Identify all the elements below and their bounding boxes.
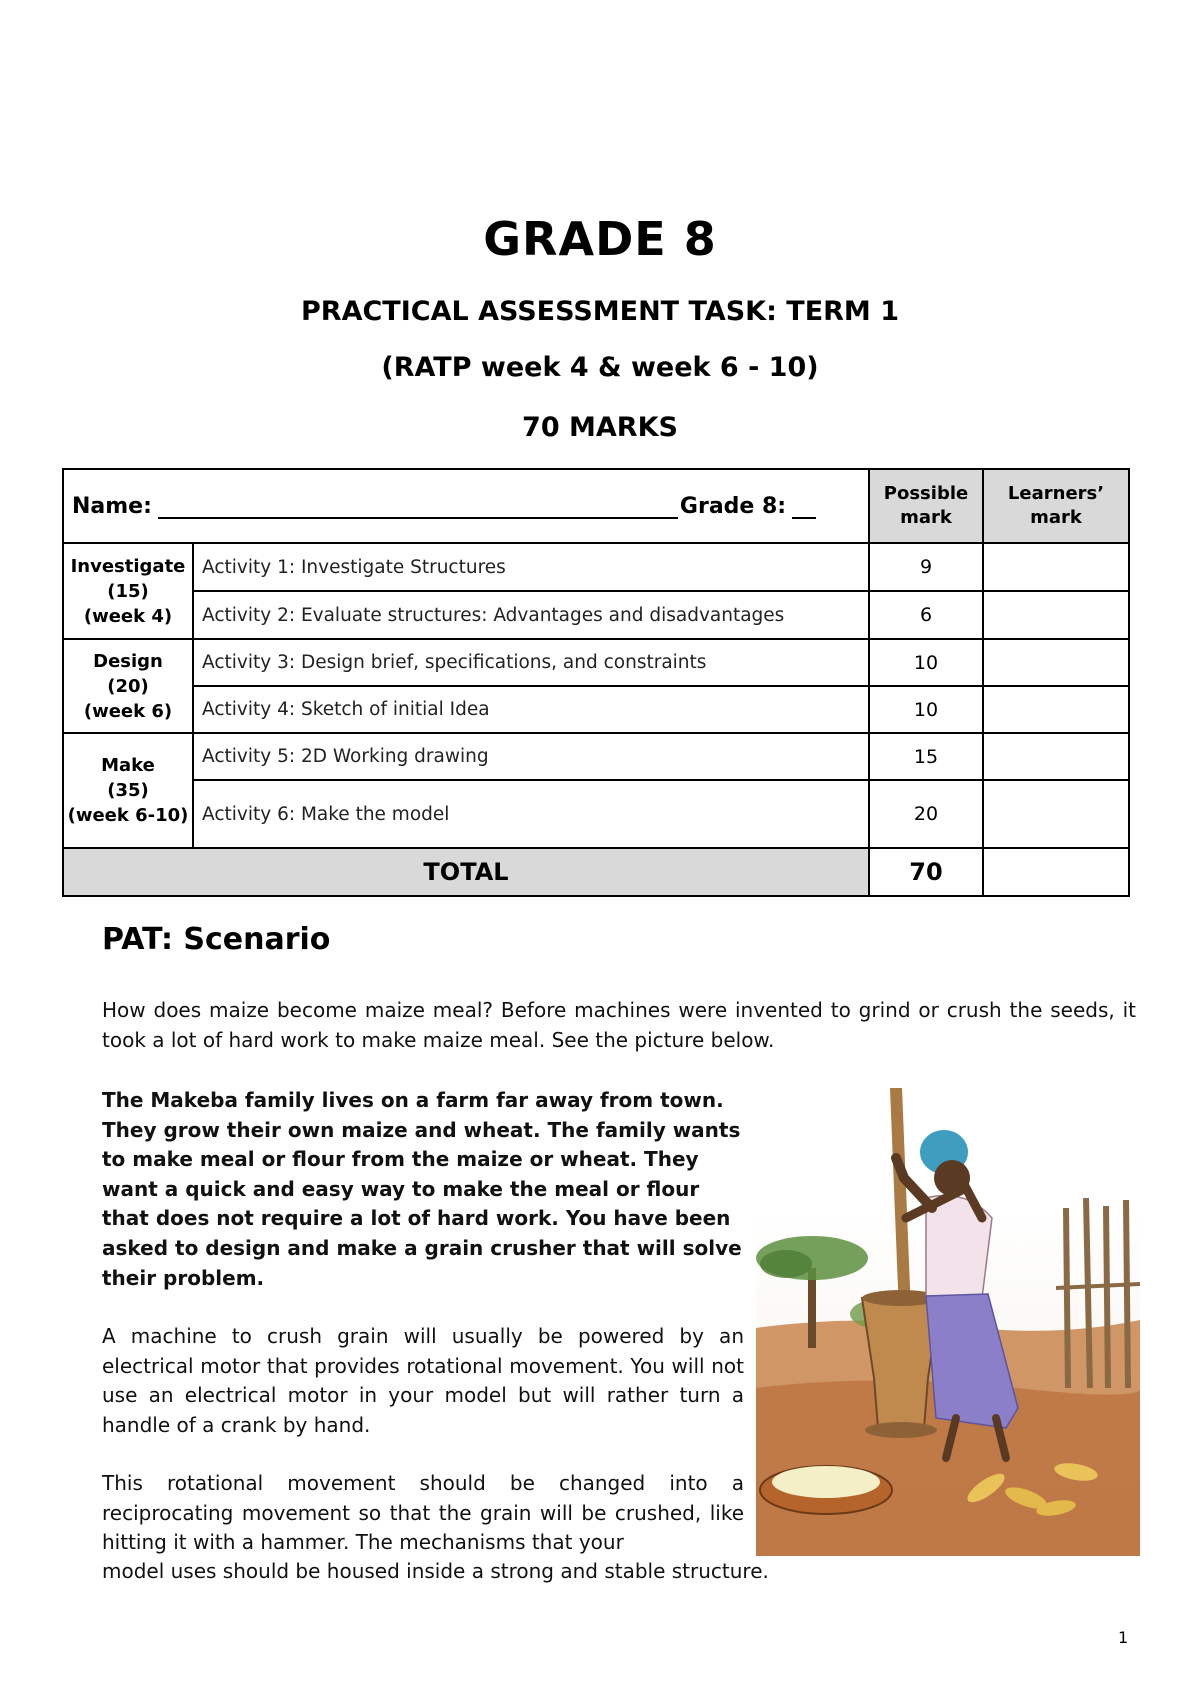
learner-mark-cell[interactable] [983, 543, 1129, 591]
name-input-line[interactable] [158, 497, 678, 519]
marks-table [62, 468, 1130, 897]
table-row [63, 543, 1129, 591]
structure-paragraph: model uses should be housed inside a strong and stable structure. [102, 1559, 769, 1583]
phase-name: Investigate [70, 555, 186, 577]
possible-mark: 6 [869, 591, 983, 639]
table-header-row [63, 469, 1129, 543]
page-title: GRADE 8 [483, 212, 717, 266]
scenario-heading: PAT: Scenario [102, 922, 331, 957]
learners-mark-header: Learners’ mark [983, 469, 1129, 543]
rotation-paragraph: This rotational movement should be changed into a reciprocating movement so that the grain will be crushed, like hitting it with a hammer. The mechanisms that your [102, 1471, 744, 1554]
activity-label: Activity 5: 2D Working drawing [193, 733, 869, 780]
total-label: TOTAL [63, 848, 869, 896]
grain-basket-icon [760, 1466, 892, 1514]
table-row [63, 780, 1129, 848]
ratp-weeks: (RATP week 4 & week 6 - 10) [381, 352, 819, 383]
learner-total-cell[interactable] [983, 848, 1129, 896]
phase-make [63, 733, 193, 848]
phase-design [63, 639, 193, 733]
name-label: Name: [72, 493, 152, 519]
intro-paragraph: How does maize become maize meal? Before machines were invented to grind or crush the seeds, it took a lot of hard work to make maize meal. See the picture below. [102, 998, 1136, 1052]
activity-label: Activity 4: Sketch of initial Idea [193, 686, 869, 733]
table-row [63, 686, 1129, 733]
table-row [63, 733, 1129, 780]
total-row [63, 848, 1129, 896]
task-title: PRACTICAL ASSESSMENT TASK: TERM 1 [301, 296, 899, 327]
total-possible: 70 [869, 848, 983, 896]
phase-week: (week 4) [83, 605, 173, 627]
phase-marks: (20) [107, 675, 149, 697]
phase-marks: (15) [107, 580, 149, 602]
possible-mark-header: Possible mark [869, 469, 983, 543]
grade-label: Grade 8: [679, 493, 787, 519]
phase-investigate [63, 543, 193, 639]
total-marks-heading: 70 MARKS [522, 412, 678, 443]
phase-name: Make [101, 755, 155, 776]
possible-mark: 20 [869, 780, 983, 848]
phase-marks: (35) [107, 780, 149, 801]
phase-name: Design [93, 650, 163, 672]
possible-mark: 10 [869, 686, 983, 733]
learner-mark-cell[interactable] [983, 686, 1129, 733]
learner-mark-cell[interactable] [983, 780, 1129, 848]
possible-mark: 9 [869, 543, 983, 591]
learner-mark-cell[interactable] [983, 639, 1129, 686]
possible-mark: 15 [869, 733, 983, 780]
learner-mark-cell[interactable] [983, 733, 1129, 780]
machine-paragraph: A machine to crush grain will usually be powered by an electrical motor that provides rotational movement. You will not use an electrical motor in your model but will rather turn a handle of a crank by hand. [102, 1324, 744, 1437]
activity-label: Activity 1: Investigate Structures [193, 543, 869, 591]
possible-mark: 10 [869, 639, 983, 686]
table-row [63, 639, 1129, 686]
name-grade-cell [63, 469, 869, 543]
phase-week: (week 6-10) [67, 805, 189, 826]
page-number: 1 [1118, 1628, 1129, 1647]
family-paragraph: The Makeba family lives on a farm far away from town. They grow their own maize and wheat. The family wants to make meal or flour from the maize or wheat. They want a quick and easy way to make the meal or flour that does not require a lot of hard work. You have been asked to design and make a grain crusher that will solve their problem. [102, 1088, 742, 1290]
learner-mark-cell[interactable] [983, 591, 1129, 639]
table-row [63, 591, 1129, 639]
phase-week: (week 6) [83, 700, 173, 722]
grade-input-line[interactable] [792, 497, 816, 519]
activity-label: Activity 3: Design brief, specifications, and constraints [193, 639, 869, 686]
activity-label: Activity 2: Evaluate structures: Advantages and disadvantages [193, 591, 869, 639]
woman-pounding-maize-illustration [756, 1088, 1140, 1556]
activity-label: Activity 6: Make the model [193, 780, 869, 848]
